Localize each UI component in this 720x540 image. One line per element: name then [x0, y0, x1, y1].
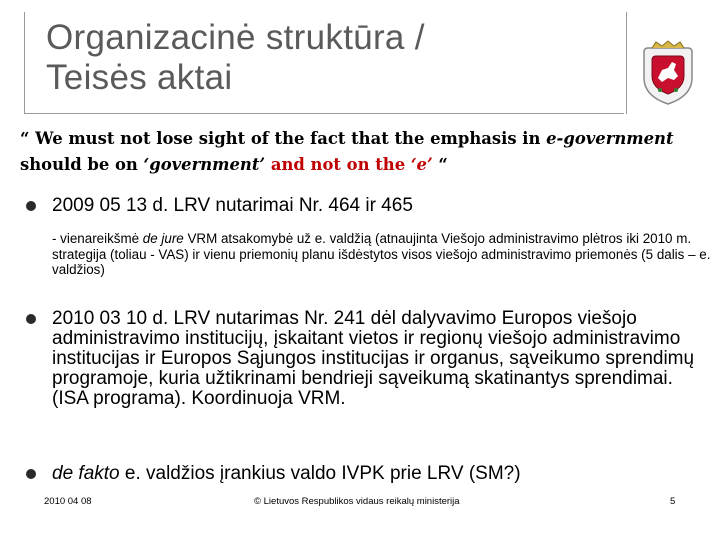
list-item-3-text: e. valdžios įrankius valdo IVPK prie LRV (SM?)	[119, 463, 521, 484]
page-title	[46, 18, 606, 98]
right-divider	[626, 12, 627, 114]
quote-open: “ We must not lose sight of the fact that the emphasis in	[20, 129, 547, 148]
footer-date: 2010 04 08	[44, 496, 92, 507]
quote-close: “	[432, 155, 448, 174]
title-line-2: Teisės aktai	[46, 58, 233, 97]
left-divider	[24, 12, 25, 114]
ministry-emblem-icon	[638, 40, 698, 106]
quote-government: ‘government’	[143, 155, 266, 174]
title-line-1: Organizacinė struktūra /	[46, 18, 425, 57]
footer-page-number: 5	[670, 496, 676, 507]
title-rule	[24, 113, 624, 114]
sub-pre: - vienareikšmė	[52, 231, 143, 246]
sub-italic: de jure	[142, 231, 184, 246]
quote-mid: should be on	[20, 155, 144, 174]
quote-egov: e-government	[546, 129, 674, 148]
bullet-icon	[26, 201, 36, 211]
quote-block	[20, 126, 710, 178]
sub-post: VRM atsakomybė už e. valdžią (atnaujinta Viešojo administravimo plėtros iki 2010 m. strategija (toliau - VAS) ir vienu priemonių planu išdėstytos visos viešojo administravimo priemonės (5 dalis – e. valdžios)	[52, 231, 711, 277]
bullet-icon	[26, 314, 36, 324]
list-item-3	[52, 464, 702, 484]
footer-org: © Lietuvos Respublikos vidaus reikalų ministerija	[254, 496, 460, 507]
list-item-3-italic: de fakto	[52, 463, 120, 484]
bullet-icon	[26, 469, 36, 479]
quote-e: ‘e’	[410, 155, 433, 174]
list-item-2: 2010 03 10 d. LRV nutarimas Nr. 241 dėl dalyvavimo Europos viešojo administravimo institucijų, įskaitant vietos ir regionų viešojo administravimo institucijas ir Europos Sąjungos institucijas ir organus, sąveikumo sprendimų programoje, kuria užtikrinami bendrieji sąveikumą skatinantys sprendimai. (ISA programa). Koordinuoja VRM.	[52, 308, 695, 409]
quote-red-text: and not on the	[265, 155, 411, 174]
list-item-1-sub	[52, 231, 712, 278]
list-item-1: 2009 05 13 d. LRV nutarimai Nr. 464 ir 465	[52, 195, 413, 216]
